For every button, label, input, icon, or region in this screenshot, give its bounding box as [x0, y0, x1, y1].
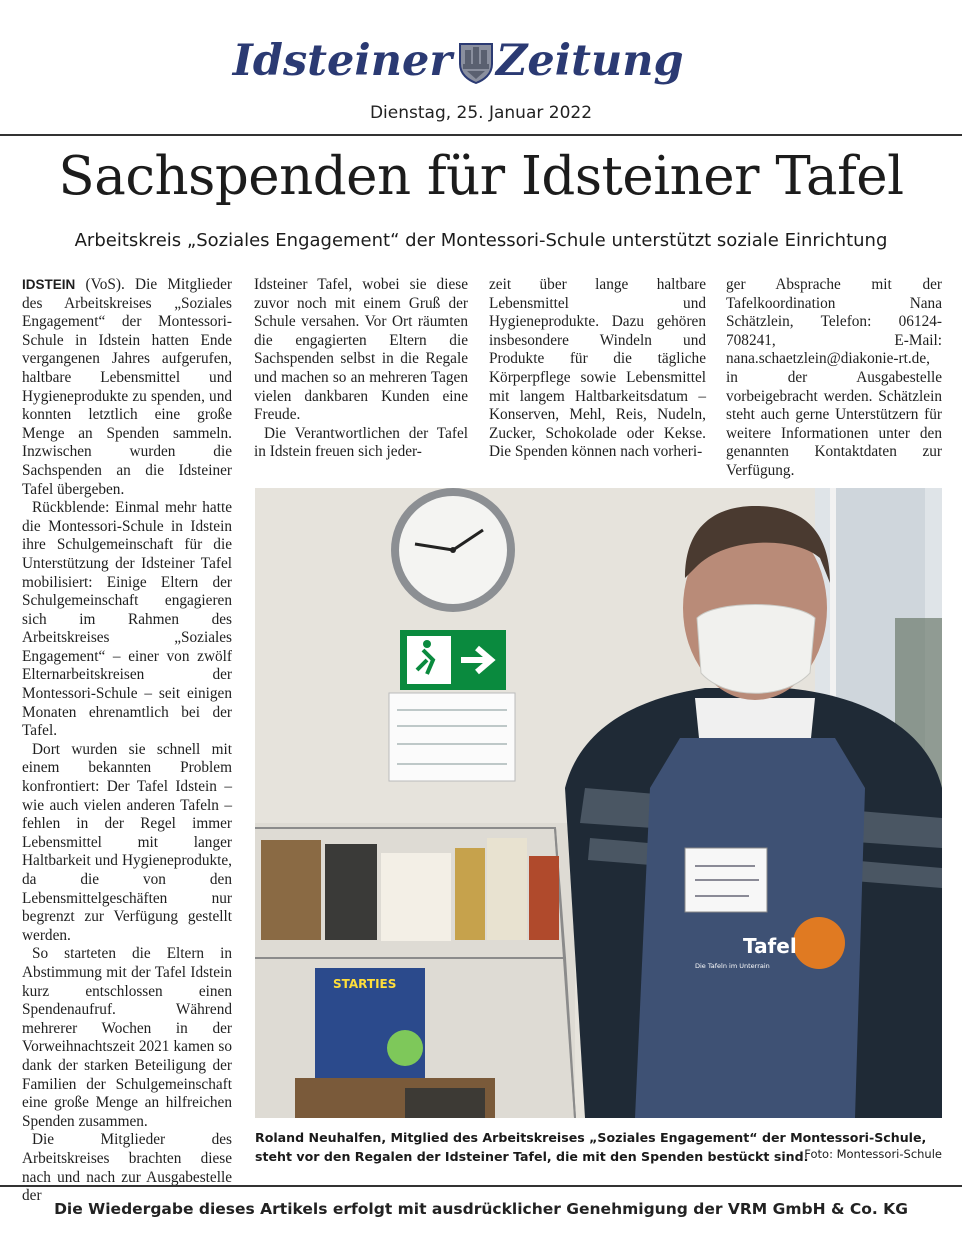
photo-illustration	[255, 488, 942, 1118]
town-crest-icon	[457, 40, 495, 84]
headline: Sachspenden für Idsteiner Tafel	[58, 146, 904, 207]
author-tag: (VoS).	[75, 276, 125, 293]
masthead-title-right: Zeitung	[496, 36, 684, 86]
masthead-title-left: Idsteiner	[232, 36, 452, 86]
subheadline: Arbeitskreis „Soziales Engagement“ der Montessori-Schule unterstützt soziale Einrichtung	[74, 230, 888, 251]
tafel-logo-icon	[793, 917, 845, 969]
dateline: IDSTEIN	[22, 277, 76, 292]
bottom-divider	[0, 1185, 962, 1187]
exit-sign-icon	[400, 630, 506, 690]
article-paragraph: Die Verantwortlichen der Tafel in Idstein freuen sich jeder-	[254, 424, 468, 461]
article-paragraph: Rückblende: Einmal mehr hatte die Montessori-Schule in Idstein ihre Schulgemeinschaft für die Unterstützung der Idsteiner Tafel mobilisiert: Einige Eltern der Schulgemeinschaft engagieren sich im Rahmen des Arbeitskreises „Soziales Engagement“ – einer von zwölf Elternarbeitskreisen der Montessori-Schule – seit einigen Monaten ehrenamtlich bei der Tafel.	[22, 499, 232, 740]
tafel-sub-text: Die Tafeln im Unterrain	[695, 962, 770, 970]
article-paragraph	[22, 276, 232, 499]
article-paragraph: Die Mitglieder des Arbeitskreises brachten diese nach und nach zur Ausgabestelle der	[22, 1131, 232, 1205]
caption-text: Roland Neuhalfen, Mitglied des Arbeitskreises „Soziales Engagement“ der Montessori-Schule, steht vor den Regalen der Idsteiner Tafel, die mit den Spenden bestückt sind.	[255, 1130, 927, 1164]
candy-box-label: STARTIES	[333, 977, 397, 991]
article-column-1	[22, 276, 232, 1206]
article-column-3	[489, 276, 706, 462]
shelf-rack	[255, 823, 575, 1118]
article-paragraph: Dort wurden sie schnell mit einem bekannten Problem konfrontiert: Der Tafel Idstein – wie auch vielen anderen Tafeln – fehlen in der Regel immer Lebensmittel mit langer Haltbarkeit und Hygieneprodukte, da die von den Lebensmittelgeschäften nur begrenzt zur Verfügung gestellt werden.	[22, 740, 232, 944]
footer-notice: Die Wiedergabe dieses Artikels erfolgt mit ausdrücklicher Genehmigung der VRM GmbH & Co. KG	[54, 1200, 908, 1218]
article-paragraph: zeit über lange haltbare Lebensmittel und Hygieneprodukte. Dazu gehören insbesondere Windeln und Produkte für die tägliche Körperpflege sowie Lebensmittel mit langem Haltbarkeitsdatum – Konserven, Mehl, Reis, Nudeln, Zucker, Schokolade oder Kekse. Die Spenden können nach vorheri-	[489, 276, 706, 461]
article-paragraph: ger Absprache mit der Tafelkoordination Nana Schätzlein, Telefon: 06124-708241, E-Mail: nana.schaetzlein@diakonie-rt.de, in der Ausgabestelle vorbeigebracht werden. Schätzlein steht auch gerne Unterstützern für weitere Informationen unter den genannten Kontaktdaten zur Verfügung.	[726, 276, 942, 479]
article-paragraph: Idsteiner Tafel, wobei sie diese zuvor noch mit einem Gruß der Schule versahen. Vor Ort räumten die engagierten Eltern die Sachspenden selbst in die Regale und machen so an mehreren Tagen vielen dankbaren Kunden eine Freude.	[254, 276, 468, 424]
photo-credit: Foto: Montessori-Schule	[804, 1147, 942, 1161]
article-column-4	[726, 276, 942, 481]
tafel-logo-text: Tafel	[743, 934, 797, 958]
wall-clock-icon	[391, 488, 515, 612]
article-column-2	[254, 276, 468, 462]
issue-date: Dienstag, 25. Januar 2022	[369, 103, 593, 123]
article-paragraph: So starteten die Eltern in Abstimmung mit der Tafel Idstein kurz entschlossen einen Spendenaufruf. Während mehrerer Wochen in der Vorweihnachtszeit 2021 kamen so dank der starken Beteiligung der Familien der Schulgemeinschaft eine große Menge an hilfreichen Spenden zusammen.	[22, 945, 232, 1130]
article-photo	[255, 488, 942, 1118]
paragraph-text: Die Mitglieder des Arbeitskreises „Soziales Engagement“ der Montessori-Schule in Idstein hatten Ende vergangenen Jahres aufgerufen, haltbare Lebensmittel und Hygieneprodukte zu spenden, und konnten letztlich eine große Menge an Spenden sammeln. Inzwischen wurden die Sachspenden an die Idsteiner Tafel übergeben.	[22, 276, 232, 498]
masthead	[0, 28, 962, 98]
top-divider	[0, 134, 962, 136]
